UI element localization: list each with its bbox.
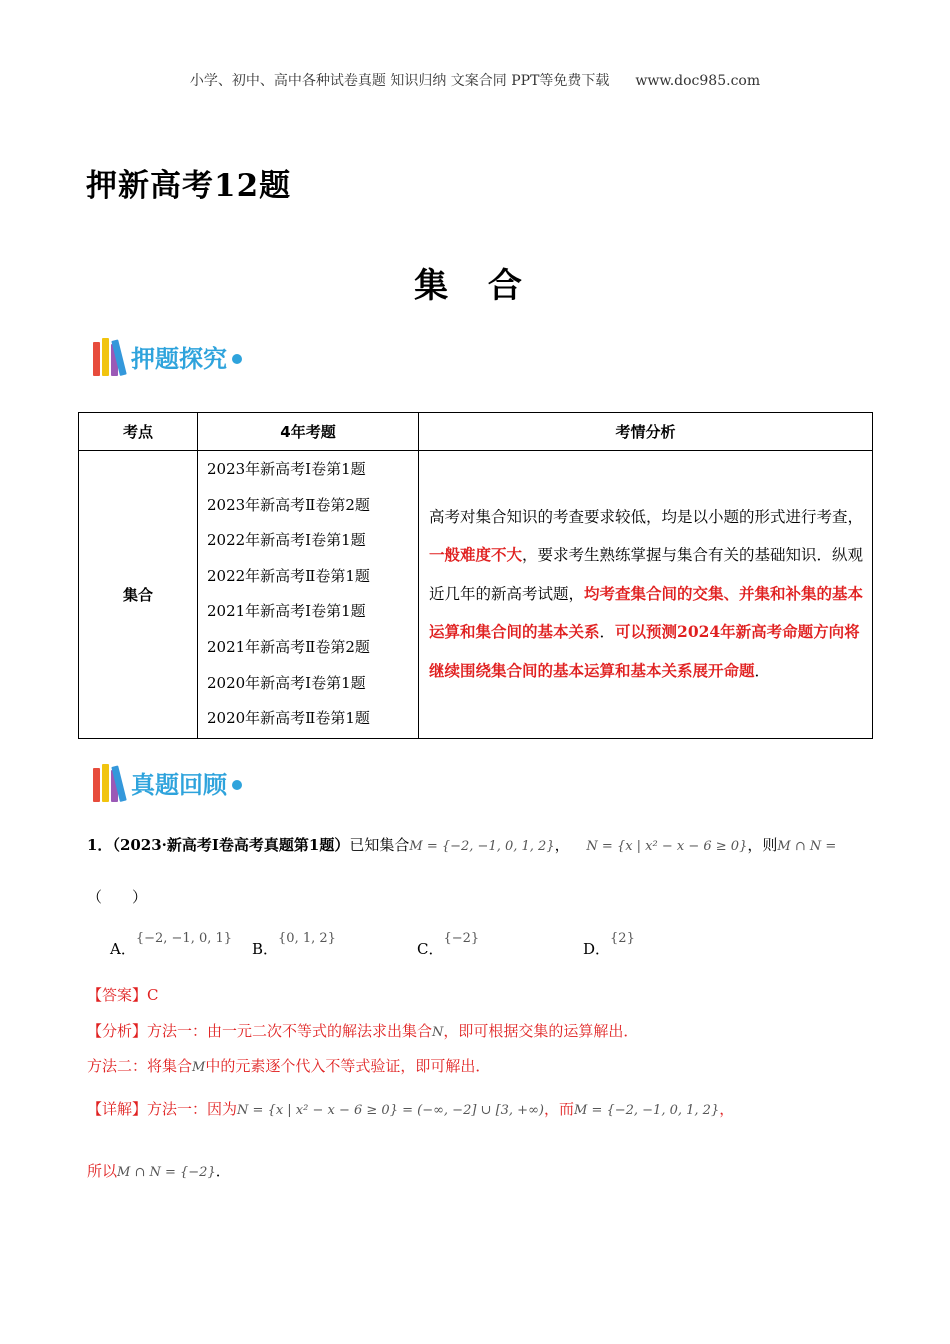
option-b[interactable] (252, 926, 336, 958)
table-header-row (79, 413, 873, 451)
analysis-text: ，要求考生熟练掌握与集合有关的基础知识．纵观近几年的新高考试题， (429, 546, 864, 603)
option-c[interactable] (417, 926, 480, 958)
point-cell: 集合 (79, 451, 198, 739)
col-header-topics: 4年考题 (198, 413, 419, 451)
answer-value: C (147, 986, 159, 1004)
option-value: {−2, −1, 0, 1} (135, 931, 233, 946)
option-label: D． (583, 940, 611, 958)
var-m: M (192, 1060, 206, 1075)
topic-item: 2020年新高考Ⅱ卷第1题 (207, 709, 370, 728)
analysis-tag: 【分析】 (87, 1022, 148, 1040)
topic-item: 2022年新高考Ⅱ卷第1题 (207, 566, 370, 585)
col-header-point: 考点 (79, 413, 198, 451)
detail-math: N = {x | x² − x − 6 ≥ 0} = (−∞, −2] ∪ [3, +∞) (237, 1103, 544, 1118)
detail-math: M ∩ N = {−2} (117, 1165, 216, 1180)
answer-paren: （ ） (87, 888, 148, 906)
exam-analysis-table (78, 412, 873, 739)
question-text: 已知集合 (349, 836, 410, 854)
analysis-highlight: 可以预测2024年新高考命题方向将继续围绕集合间的基本运算和基本关系展开命题 (429, 622, 860, 680)
section-badge-explore (93, 336, 242, 376)
set-m: M = {−2, −1, 0, 1, 2} (409, 839, 555, 854)
books-icon (93, 762, 129, 802)
var-n: N (432, 1025, 444, 1040)
detail-math: M = {−2, −1, 0, 1, 2} (574, 1103, 720, 1118)
dot-icon (232, 354, 242, 364)
dot-icon (232, 780, 242, 790)
analysis-line-1 (87, 1020, 638, 1041)
option-label: C． (417, 940, 444, 958)
detail-text: ， (719, 1100, 735, 1118)
analysis-text: 方法一：由一元二次不等式的解法求出集合 (147, 1022, 433, 1040)
set-n: N = {x | x² − x − 6 ≥ 0} (586, 839, 748, 854)
question-stem (87, 834, 836, 855)
analysis-line-2 (87, 1055, 490, 1076)
col-header-analysis: 考情分析 (419, 413, 873, 451)
subject-title: 集 合 (414, 266, 536, 306)
topic-item: 2021年新高考Ⅱ卷第2题 (207, 637, 370, 656)
books-icon (93, 336, 129, 376)
option-value: {−2} (443, 931, 480, 946)
analysis-text: ． (754, 661, 771, 680)
detail-text: 所以 (87, 1162, 118, 1180)
analysis-text: 中的元素逐个代入不等式验证，即可解出． (205, 1057, 491, 1075)
section-title-review: 真题回顾 (131, 770, 227, 799)
topic-item: 2023年新高考Ⅰ卷第1题 (207, 460, 366, 478)
detail-text: ，而 (543, 1100, 574, 1118)
question-source: （2023·新高考Ⅰ卷高考真题第1题） (112, 836, 350, 854)
option-d[interactable] (583, 926, 635, 958)
header-site[interactable]: www.doc985.com (635, 73, 761, 89)
topic-item: 2022年新高考Ⅰ卷第1题 (207, 531, 366, 550)
topic-item: 2023年新高考Ⅱ卷第2题 (207, 495, 370, 514)
detail-tag: 【详解】 (87, 1100, 148, 1118)
punct: ， (554, 836, 570, 854)
section-title-explore: 押题探究 (131, 344, 227, 373)
analysis-text: ． (599, 623, 616, 642)
analysis-text: ，即可根据交集的运算解出． (443, 1022, 639, 1040)
option-value: {2} (610, 931, 635, 946)
option-label: B． (252, 940, 279, 958)
section-badge-review (93, 762, 242, 802)
answer-tag: 【答案】 (87, 986, 148, 1004)
analysis-highlight: 一般难度不大 (429, 545, 523, 565)
detail-line-1 (87, 1098, 734, 1119)
document-title: 押新高考12题 (86, 168, 292, 204)
detail-line-2 (87, 1160, 231, 1181)
detail-text: ． (215, 1162, 231, 1180)
analysis-cell (419, 451, 873, 739)
page-header (0, 70, 950, 90)
option-label: A． (110, 940, 136, 958)
analysis-text: 方法二：将集合 (87, 1057, 193, 1075)
topics-cell (198, 451, 419, 739)
answer-line (87, 984, 159, 1005)
option-value: {0, 1, 2} (278, 931, 336, 946)
analysis-text: 高考对集合知识的考查要求较低，均是以小题的形式进行考查， (429, 507, 864, 526)
table-row (79, 451, 873, 739)
question-number: 1． (87, 836, 113, 854)
analysis-highlight: 均考查集合间的交集、并集和补集的基本运算和集合间的基本关系 (429, 583, 864, 642)
question-text: ，则 (747, 836, 778, 854)
topic-item: 2021年新高考Ⅰ卷第1题 (207, 602, 366, 621)
header-text: 小学、初中、高中各种试卷真题 知识归纳 文案合同 PPT等免费下载 (189, 73, 610, 89)
detail-text: 方法一：因为 (147, 1100, 238, 1118)
option-a[interactable] (110, 926, 233, 958)
ask-expr: M ∩ N = (777, 839, 837, 854)
topic-item: 2020年新高考Ⅰ卷第1题 (207, 673, 366, 692)
